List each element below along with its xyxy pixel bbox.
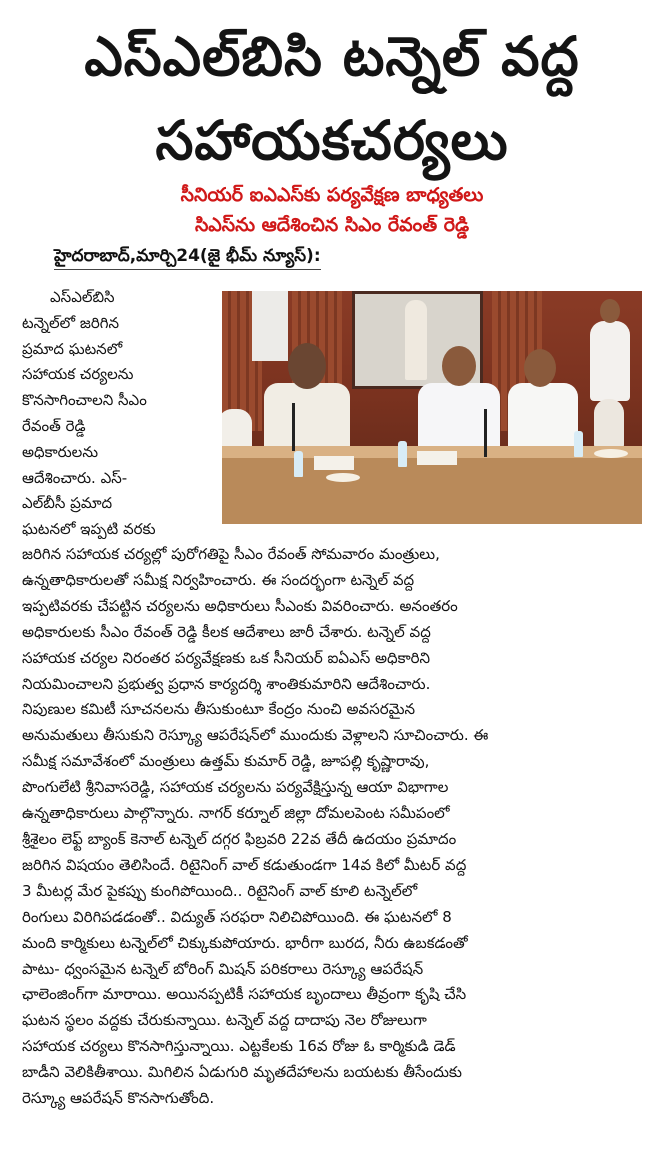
name-plate — [417, 451, 457, 465]
plate — [326, 473, 360, 482]
meeting-photo — [222, 291, 642, 524]
article-line: కొనసాగించాలని సీఎం — [22, 391, 147, 410]
microphone — [292, 403, 295, 451]
person-head — [600, 299, 620, 323]
article-line: ఎల్‌బీసీ ప్రమాద — [22, 494, 113, 513]
article-line: ఘటన స్థలం వద్దకు చేరుకున్నాయి. టన్నెల్ వద్ద దాదాపు నెల రోజులుగా — [22, 1011, 427, 1030]
article-line: సమీక్ష సమావేశంలో మంత్రులు ఉత్తమ్ కుమార్ రెడ్డి, జూపల్లి కృష్ణారావు, — [22, 752, 430, 771]
standing-person — [590, 321, 630, 401]
subheadline-line-2: సిఎస్‌ను ఆదేశించిన సిఎం రేవంత్ రెడ్డి — [194, 214, 470, 236]
article-line: అధికారులను — [22, 442, 99, 461]
person-head — [288, 343, 326, 389]
article-line: మంది కార్మికులు టన్నెల్‌లో చిక్కుకుపోయారు. భారీగా బురద, నీరు ఉబకడంతో — [22, 933, 468, 952]
article-line: ప్రమాద ఘటనలో — [22, 339, 123, 358]
article-line: ఛాలెంజింగ్‌గా మారాయి. అయినప్పటికీ సహాయక బృందాలు తీవ్రంగా కృషి చేసి — [22, 985, 467, 1004]
article-line: పాటు- ధ్వంసమైన టన్నెల్ బోరింగ్ మిషన్ పరికరాలు రెస్క్యూ ఆపరేషన్ — [22, 959, 424, 978]
article-line: అధికారులకు సీఎం రేవంత్ రెడ్డి కీలక ఆదేశాలు జారీ చేశారు. టన్నెల్ వద్ద — [22, 622, 431, 641]
article-line: ఇప్పటివరకు చేపట్టిన చర్యలను అధికారులు సీఎంకు వివరించారు. అనంతరం — [22, 596, 458, 615]
article-intro-column — [22, 285, 216, 543]
article-line: 3 మీటర్ల మేర పైకప్పు కుంగిపోయింది.. రిటైనింగ్ వాల్ కూలి టన్నెల్‌లో — [22, 881, 418, 900]
standing-person-legs — [594, 399, 624, 449]
article-line: శ్రీశైలం లెఫ్ట్ బ్యాంక్ కెనాల్ టన్నెల్ దగ్గర ఫిబ్రవరి 22వ తేదీ ఉదయం ప్రమాదం — [22, 829, 457, 848]
seated-person-3 — [508, 383, 578, 453]
article-line: ఉన్నతాధికారులతో సమీక్ష నిర్వహించారు. ఈ సందర్భంగా టన్నెల్ వద్ద — [22, 570, 415, 589]
article-line: టన్నెల్‌లో జరిగిన — [22, 313, 120, 332]
article-body — [22, 542, 647, 1112]
article-line: ఘటనలో ఇప్పటి వరకు — [22, 520, 156, 539]
poster — [252, 291, 288, 361]
article-line: పొంగులేటి శ్రీనివాసరెడ్డి, సహాయక చర్యలను పర్యవేక్షిస్తున్న ఆయా విభాగాల — [22, 778, 449, 797]
article-line: సహాయక చర్యల నిరంతర పర్యవేక్షణకు ఒక సీనియర్ ఐఏఎస్ అధికారిని — [22, 648, 431, 667]
article-line: అనుమతులు తీసుకుని రెస్క్యూ ఆపరేషన్‌లో ముందుకు వెళ్లాలని సూచించారు. ఈ — [22, 726, 489, 745]
article-line: నిపుణుల కమిటీ సూచనలను తీసుకుంటూ కేంద్రం నుంచి అవసరమైన — [22, 700, 416, 719]
article-line: రింగులు విరిగిపడడంతో.. విద్యుత్ సరఫరా నిలిచిపోయింది. ఈ ఘటనలో 8 — [22, 907, 452, 926]
water-bottle — [574, 431, 583, 457]
person-head — [524, 349, 556, 387]
article-line: బాడీని వెలికితీశాయి. మిగిలిన ఏడుగురి మృతదేహాలను బయటకు తీసేందుకు — [22, 1063, 462, 1082]
dateline: హైదరాబాద్,మార్చి24(జై భీమ్ న్యూస్): — [54, 243, 321, 270]
microphone — [484, 409, 487, 457]
name-plate — [314, 456, 354, 470]
article-line: జరిగిన సహాయక చర్యల్లో పురోగతిపై సీఎం రేవంత్ సోమవారం మంత్రులు, — [22, 545, 440, 563]
article-line: రెస్క్యూ ఆపరేషన్ కొనసాగుతోంది. — [22, 1089, 215, 1108]
water-bottle — [398, 441, 407, 467]
person-head — [442, 346, 476, 386]
subheadline-line-1: సీనియర్ ఐఎఎస్‌కు పర్యవేక్షణ బాధ్యతలు — [180, 184, 484, 206]
article-line: సహాయక చర్యలను — [22, 365, 134, 384]
headline-line-1: ఎస్ఎల్‌బిసి టన్నెల్ వద్ద — [84, 25, 580, 88]
headline-line-2: సహాయకచర్యలు — [155, 109, 509, 172]
article-line: నియమించాలని ప్రభుత్వ ప్రధాన కార్యదర్శి శాంతికుమారిని ఆదేశించారు. — [22, 674, 431, 693]
article-line: ఉన్నతాధికారులు పాల్గొన్నారు. నాగర్ కర్నూల్ జిల్లా దోమలపెంట సమీపంలో — [22, 804, 450, 823]
plate — [594, 449, 628, 458]
article-line: రేవంత్ రెడ్డి — [22, 416, 86, 435]
article-line: ఆదేశించారు. ఎస్‌- — [22, 468, 128, 487]
article-line: సహాయక చర్యలు కొనసాగిస్తున్నాయి. ఎట్టకేలకు 16వ రోజు ఓ కార్మికుడి డెడ్ — [22, 1037, 456, 1056]
article-line: జరిగిన విషయం తెలిసిందే. రిటైనింగ్ వాల్ కడుతుండగా 14వ కిలో మీటర్ వద్ద — [22, 855, 467, 874]
water-bottle — [294, 451, 303, 477]
article-line: ఎస్ఎల్‌బిసి — [50, 288, 115, 306]
